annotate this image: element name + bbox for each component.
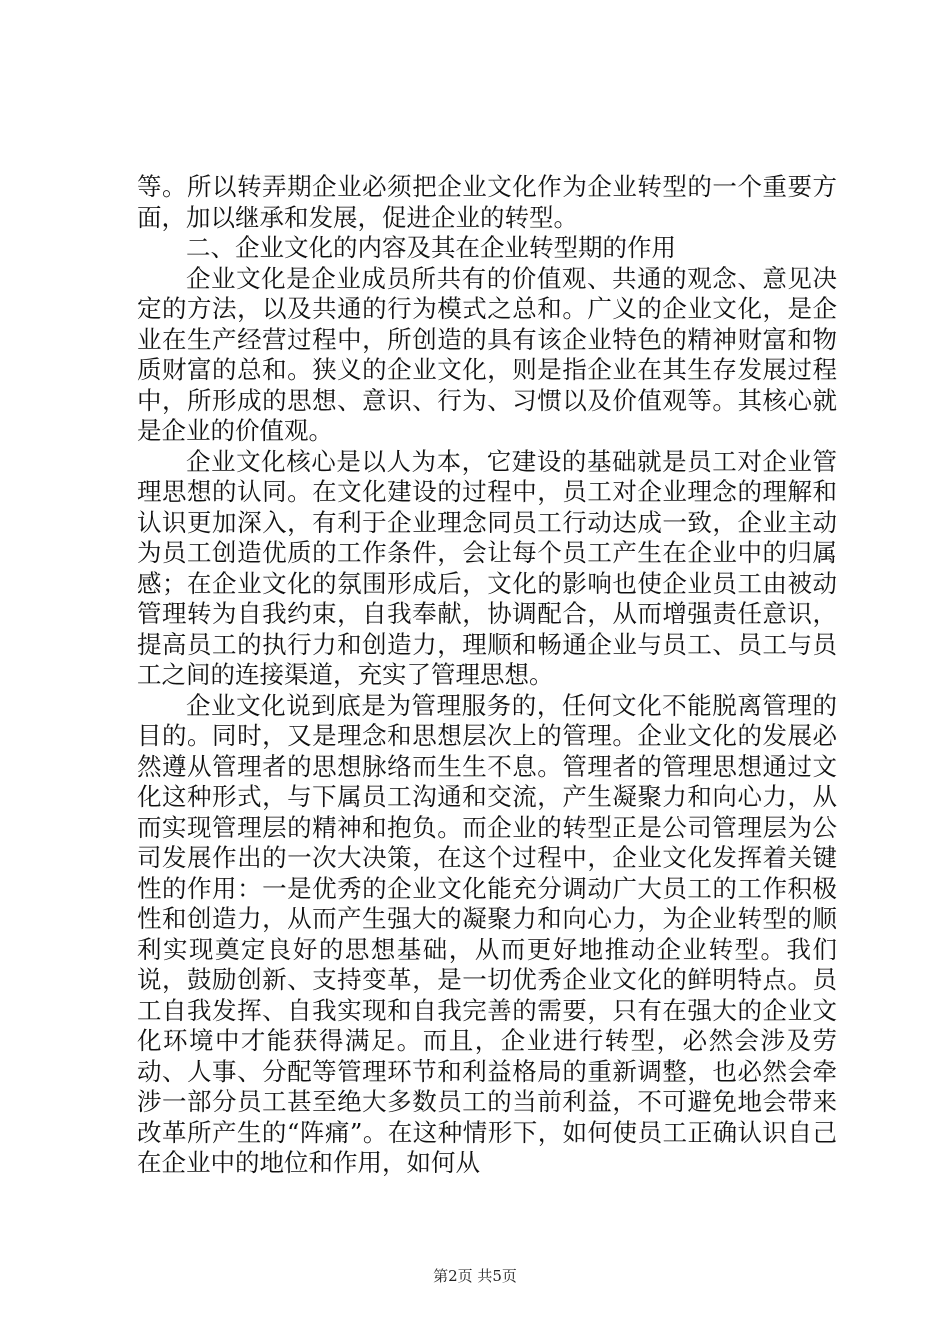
document-body xyxy=(137,172,837,1179)
section-heading: 二、企业文化的内容及其在企业转型期的作用 xyxy=(186,233,676,262)
page-number-footer: 第2页 共5页 xyxy=(433,1267,517,1285)
paragraph-continuation: 等。所以转弄期企业必须把企业文化作为企业转型的一个重要方面，加以继承和发展，促进企业的转型。 xyxy=(137,172,837,232)
paragraph-core: 企业文化核心是以人为本，它建设的基础就是员工对企业管理思想的认同。在文化建设的过程中，员工对企业理念的理解和认识更加深入，有利于企业理念同员工行动达成一致，企业主动为员工创造优质的工作条件，会让每个员工产生在企业中的归属感；在企业文化的氛围形成后，文化的影响也使企业员工由被动管理转为自我约束，自我奉献，协调配合，从而增强责任意识，提高员工的执行力和创造力，理顺和畅通企业与员工、员工与员工之间的连接渠道，充实了管理思想。 xyxy=(137,446,837,689)
paragraph-management: 企业文化说到底是为管理服务的，任何文化不能脱离管理的目的。同时，又是理念和思想层次上的管理。企业文化的发展必然遵从管理者的思想脉络而生生不息。管理者的管理思想通过文化这种形式，与下属员工沟通和交流，产生凝聚力和向心力，从而实现管理层的精神和抱负。而企业的转型正是公司管理层为公司发展作出的一次大决策，在这个过程中，企业文化发挥着关键性的作用：一是优秀的企业文化能充分调动广大员工的工作积极性和创造力，从而产生强大的凝聚力和向心力，为企业转型的顺利实现奠定良好的思想基础，从而更好地推动企业转型。我们说，鼓励创新、支持变革，是一切优秀企业文化的鲜明特点。员工自我发挥、自我实现和自我完善的需要，只有在强大的企业文化环境中才能获得满足。而且，企业进行转型，必然会涉及劳动、人事、分配等管理环节和利益格局的重新调整，也必然会牵涉一部分员工甚至绝大多数员工的当前利益，不可避免地会带来改革所产生的“阵痛”。在这种情形下，如何使员工正确认识自己在企业中的地位和作用，如何从 xyxy=(137,690,837,1177)
paragraph-definition: 企业文化是企业成员所共有的价值观、共通的观念、意见决定的方法，以及共通的行为模式之总和。广义的企业文化，是企业在生产经营过程中，所创造的具有该企业特色的精神财富和物质财富的总和。狭义的企业文化，则是指企业在其生存发展过程中，所形成的思想、意识、行为、习惯以及价值观等。其核心就是企业的价值观。 xyxy=(137,263,837,445)
